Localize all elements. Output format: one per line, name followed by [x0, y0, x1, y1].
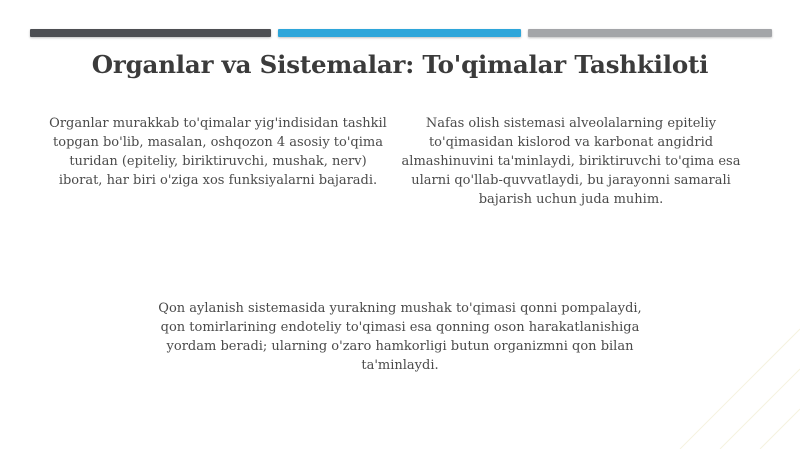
- background-decoration: [640, 269, 800, 449]
- slide-title: Organlar va Sistemalar: To'qimalar Tashkiloti: [91, 50, 709, 79]
- header-accent-bars: [30, 29, 772, 37]
- paragraph-respiratory: Nafas olish sistemasi alveolalarning epiteliy to'qimasidan kislorod va karbonat angidrid almashinuvini ta'minlaydi, biriktiruvchi to'qima esa ularni qo'llab-quvvatlaydi, bu jarayonni samarali bajarish uchun juda muhim.: [401, 116, 741, 207]
- accent-bar-gray: [528, 29, 772, 37]
- paragraph-circulatory: Qon aylanish sistemasida yurakning mushak to'qimasi qonni pompalaydi, qon tomirlarining endoteliy to'qimasi esa qonning oson harakatlanishiga yordam beradi; ularning o'zaro hamkorligi butun organizmni qon bilan ta'minlaydi.: [158, 301, 642, 373]
- accent-bar-blue: [278, 29, 521, 37]
- accent-bar-dark: [30, 29, 271, 37]
- paragraph-organs: Organlar murakkab to'qimalar yig'indisidan tashkil topgan bo'lib, masalan, oshqozon 4 asosiy to'qima turidan (epiteliy, biriktiruvchi, mushak, nerv) iborat, har biri o'ziga xos funksiyalarni bajaradi.: [49, 116, 387, 188]
